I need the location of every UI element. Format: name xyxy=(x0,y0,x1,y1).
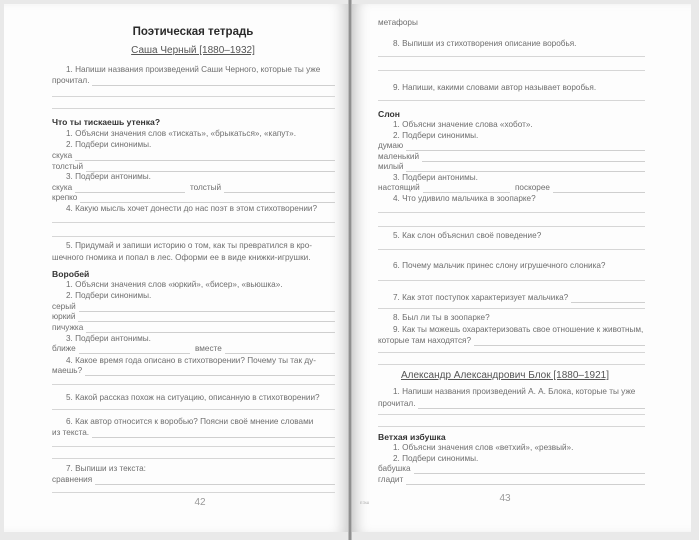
exercise-text xyxy=(52,428,335,438)
row-text: 1. Объясни значения слов «ветхий», «резвый». xyxy=(393,443,574,452)
answer-line[interactable] xyxy=(52,236,335,237)
row-text: 1. Объясни значение слова «хобот». xyxy=(393,120,533,129)
answer-line[interactable] xyxy=(79,303,335,312)
section-heading xyxy=(378,432,645,442)
row-text: 9. Напиши, какими словами автор называет воробья. xyxy=(393,83,597,92)
row-text: Слон xyxy=(378,109,400,119)
exercise-text xyxy=(52,253,335,263)
row-text: 5. Какой рассказ похож на ситуацию, описанную в стихотворении? xyxy=(66,393,320,402)
row-text: вместе xyxy=(195,344,222,353)
answer-line[interactable] xyxy=(406,142,645,151)
answer-line[interactable] xyxy=(571,294,645,303)
row-text: 5. Как слон объяснил своё поведение? xyxy=(393,231,542,240)
row-text: 1. Объясни значения слов «тискать», «брыкаться», «капут». xyxy=(66,129,296,138)
row-text: прочитал. xyxy=(52,76,90,85)
row-text: прочитал. xyxy=(378,399,416,408)
answer-line[interactable] xyxy=(52,96,335,97)
row-text: юркий xyxy=(52,312,76,321)
answer-line[interactable] xyxy=(414,465,645,474)
row-text: сравнения xyxy=(52,475,93,484)
word-label xyxy=(190,183,335,193)
row-text: серый xyxy=(52,302,76,311)
exercise-text xyxy=(393,231,645,241)
row-text: крепко xyxy=(52,193,78,202)
answer-line[interactable] xyxy=(474,337,645,346)
answer-line[interactable] xyxy=(224,184,335,193)
exercise-text xyxy=(393,387,645,397)
exercise-text xyxy=(393,293,645,303)
answer-line[interactable] xyxy=(86,324,335,333)
exercise-text xyxy=(393,39,645,49)
row-text: милый xyxy=(378,162,404,171)
answer-line[interactable] xyxy=(75,152,335,161)
exercise-text xyxy=(66,204,335,214)
row-text: 1. Напиши названия произведений А. А. Блока, которые ты уже xyxy=(393,387,636,396)
answer-line[interactable] xyxy=(225,345,335,354)
exercise-text xyxy=(378,399,645,409)
exercise-text xyxy=(66,65,335,75)
row-text: 7. Как этот поступок характеризует мальчика? xyxy=(393,293,569,302)
row-text: 5. Придумай и запиши историю о том, как ты превратился в кро- xyxy=(66,241,312,250)
word-label xyxy=(52,162,335,172)
row-text: 9. Как ты можешь охарактеризовать свое отношение к животным, xyxy=(393,325,644,334)
word-label xyxy=(52,312,335,322)
word-label xyxy=(378,475,645,485)
answer-line[interactable] xyxy=(422,153,645,162)
exercise-text xyxy=(393,173,645,183)
exercise-text xyxy=(66,241,335,251)
row-text: скука xyxy=(52,183,73,192)
exercise-text xyxy=(66,417,335,427)
word-label xyxy=(52,183,185,193)
row-text: 6. Как автор относится к воробью? Поясни своё мнение словами xyxy=(66,417,314,426)
answer-line[interactable] xyxy=(52,446,335,447)
word-label xyxy=(52,475,335,485)
row-text: маешь? xyxy=(52,366,83,375)
exercise-text xyxy=(66,172,335,182)
row-text: гладит xyxy=(378,475,404,484)
section-title: Поэтическая тетрадь xyxy=(132,26,254,38)
word-label xyxy=(378,18,645,28)
answer-line[interactable] xyxy=(378,100,645,101)
exercise-text xyxy=(66,464,335,474)
row-text: Ветхая избушка xyxy=(378,432,446,442)
row-text: 7. Выпиши из текста: xyxy=(66,464,146,473)
word-label xyxy=(378,141,645,151)
exercise-text xyxy=(393,443,645,453)
exercise-text xyxy=(393,261,645,271)
row-text: из текста. xyxy=(52,428,90,437)
answer-line[interactable] xyxy=(86,163,335,172)
exercise-text xyxy=(66,291,335,301)
answer-line[interactable] xyxy=(406,163,645,172)
row-text: 1. Объясни значения слов «юркий», «бисер», «вьюшка». xyxy=(66,280,283,289)
row-text: метафоры xyxy=(378,18,418,27)
section-heading xyxy=(378,109,645,119)
answer-line[interactable] xyxy=(92,77,335,86)
row-text: Воробей xyxy=(52,269,90,279)
row-text: 4. Какую мысль хочет донести до нас поэт в этом стихотворении? xyxy=(66,204,318,213)
answer-line[interactable] xyxy=(378,414,645,415)
answer-line[interactable] xyxy=(406,476,645,485)
exercise-text xyxy=(52,76,335,86)
section-heading xyxy=(52,269,335,279)
answer-line[interactable] xyxy=(52,458,335,459)
row-text: 4. Какое время года описано в стихотворении? Почему ты так ду- xyxy=(66,356,316,365)
author-heading-cherny: Саша Черный [1880–1932] xyxy=(131,45,255,56)
exercise-text xyxy=(393,313,645,323)
word-label xyxy=(52,193,335,203)
row-text: шечного гномика и попал в лес. Оформи ее в виде книжки-игрушки. xyxy=(52,253,311,262)
exercise-text xyxy=(52,366,335,376)
answer-line[interactable] xyxy=(378,212,645,213)
exercise-text xyxy=(66,356,335,366)
row-text: 2. Подбери синонимы. xyxy=(66,291,152,300)
answer-line[interactable] xyxy=(378,426,645,427)
row-text: 2. Подбери синонимы. xyxy=(393,131,479,140)
row-text: 8. Выпиши из стихотворения описание воробья. xyxy=(393,39,577,48)
answer-line[interactable] xyxy=(52,108,335,109)
word-label xyxy=(378,464,645,474)
row-text: бабушка xyxy=(378,464,411,473)
row-text: 2. Подбери синонимы. xyxy=(393,454,479,463)
row-text: пичужка xyxy=(52,323,84,332)
word-label xyxy=(195,344,335,354)
row-text: толстый xyxy=(190,183,222,192)
page-number-right: 43 xyxy=(499,493,511,504)
row-text: 3. Подбери антонимы. xyxy=(393,173,478,182)
row-text: поскорее xyxy=(515,183,550,192)
answer-line[interactable] xyxy=(418,400,645,409)
answer-line[interactable] xyxy=(92,429,335,438)
word-label xyxy=(52,302,335,312)
word-label xyxy=(52,323,335,333)
row-text: толстый xyxy=(52,162,84,171)
answer-line[interactable] xyxy=(79,345,190,354)
answer-line[interactable] xyxy=(378,70,645,71)
answer-line[interactable] xyxy=(378,226,645,227)
row-text: 1. Напиши названия произведений Саши Черного, которые ты уже xyxy=(66,65,321,74)
word-label xyxy=(515,183,645,193)
author-heading-blok: Александр Александрович Блок [1880–1921] xyxy=(400,370,610,381)
row-text: 6. Почему мальчик принес слону игрушечного слоника? xyxy=(393,261,606,270)
answer-line[interactable] xyxy=(78,313,335,322)
word-label xyxy=(52,151,335,161)
answer-line[interactable] xyxy=(85,367,335,376)
exercise-text xyxy=(393,131,645,141)
answer-line[interactable] xyxy=(378,308,645,309)
row-text: ближе xyxy=(52,344,76,353)
page-number-left: 42 xyxy=(194,497,206,508)
answer-line[interactable] xyxy=(553,184,645,193)
exercise-text xyxy=(393,120,645,130)
row-text: 2. Подбери синонимы. xyxy=(66,140,152,149)
row-text: 8. Был ли ты в зоопарке? xyxy=(393,313,490,322)
word-label xyxy=(378,162,645,172)
answer-line[interactable] xyxy=(378,249,645,250)
exercise-text xyxy=(66,280,335,290)
answer-line[interactable] xyxy=(52,384,335,385)
answer-line[interactable] xyxy=(52,492,335,493)
row-text: маленький xyxy=(378,152,420,161)
row-text: 3. Подбери антонимы. xyxy=(66,172,151,181)
row-text: настоящий xyxy=(378,183,420,192)
exercise-text xyxy=(393,83,645,93)
row-text: 3. Подбери антонимы. xyxy=(66,334,151,343)
row-text: думаю xyxy=(378,141,404,150)
exercise-text xyxy=(378,336,645,346)
row-text: скука xyxy=(52,151,73,160)
exercise-text xyxy=(66,393,335,403)
exercise-text xyxy=(393,325,645,335)
exercise-text xyxy=(393,194,645,204)
answer-line[interactable] xyxy=(95,476,335,485)
exercise-text xyxy=(66,129,335,139)
row-text: которые там находятся? xyxy=(378,336,472,345)
exercise-text xyxy=(66,140,335,150)
book-spine xyxy=(348,0,352,540)
row-text: 4. Что удивило мальчика в зоопарке? xyxy=(393,194,536,203)
exercise-text xyxy=(393,454,645,464)
word-label xyxy=(378,183,510,193)
answer-line[interactable] xyxy=(378,352,645,353)
row-text: Что ты тискаешь утенка? xyxy=(52,117,161,127)
answer-line[interactable] xyxy=(378,364,645,365)
word-label xyxy=(378,152,645,162)
answer-line[interactable] xyxy=(52,222,335,223)
word-label xyxy=(52,344,190,354)
footer-mark: ЕЭШ xyxy=(360,500,370,505)
answer-line[interactable] xyxy=(80,194,335,203)
answer-line[interactable] xyxy=(378,280,645,281)
exercise-text xyxy=(66,334,335,344)
section-heading xyxy=(52,117,335,127)
answer-line[interactable] xyxy=(378,56,645,57)
answer-line[interactable] xyxy=(75,184,185,193)
answer-line[interactable] xyxy=(52,409,335,410)
answer-line[interactable] xyxy=(423,184,510,193)
